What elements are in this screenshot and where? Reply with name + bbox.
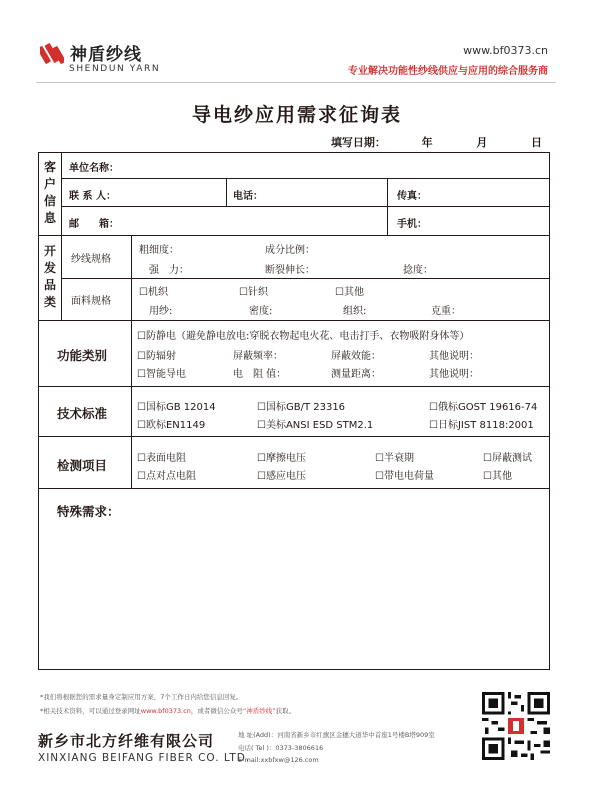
section-customer: 客户信息 bbox=[43, 160, 56, 225]
company-name-en: XINXIANG BEIFANG FIBER CO. LTD. bbox=[38, 752, 251, 764]
test-friction-voltage[interactable]: ☐摩擦电压 bbox=[257, 453, 306, 464]
unit-name-label: 单位名称： bbox=[69, 163, 119, 174]
company-name-cn: 新乡市北方纤维有限公司 bbox=[38, 732, 215, 750]
std-ansi[interactable]: ☐美标ANSI ESD STM2.1 bbox=[257, 420, 374, 431]
note2-prefix: *相关技术资料，可以通过登录网址 bbox=[40, 707, 141, 715]
std-gb12014[interactable]: ☐国标GB 12014 bbox=[137, 402, 216, 413]
date-year: 年 bbox=[421, 136, 433, 149]
special-requirements-field[interactable] bbox=[49, 523, 539, 659]
std-jis[interactable]: ☐日标JIST 8118:2001 bbox=[429, 420, 534, 431]
test-half-life[interactable]: ☐半衰期 bbox=[375, 453, 414, 464]
other-note2-label: 其他说明： bbox=[429, 369, 479, 380]
std-gbt23316[interactable]: ☐国标GB/T 23316 bbox=[257, 402, 346, 413]
inquiry-form bbox=[38, 152, 550, 670]
elongation-label: 断裂伸长： bbox=[265, 265, 315, 276]
weave-label: 组织: bbox=[343, 306, 367, 317]
option-woven[interactable]: ☐机织 bbox=[139, 287, 168, 298]
section-function: 功能类别 bbox=[57, 348, 108, 363]
header-divider bbox=[36, 82, 556, 83]
page-title: 导电纱应用需求征询表 bbox=[191, 104, 402, 126]
weight-label: 克重： bbox=[431, 306, 461, 317]
company-email: E-mail:xxbfxw@126.com bbox=[238, 756, 319, 764]
footer-note-1: *我们将根据您的需求量身定制应用方案，7个工作日内给您信息回复。 bbox=[40, 693, 243, 701]
fabric-spec-label: 面料规格 bbox=[71, 296, 111, 307]
test-shielding[interactable]: ☐屏蔽测试 bbox=[483, 453, 532, 464]
date-month: 月 bbox=[476, 136, 488, 149]
ratio-label: 成分比例： bbox=[265, 245, 315, 256]
test-p2p-resistance[interactable]: ☐点对点电阻 bbox=[137, 471, 196, 482]
distance-label: 测量距离： bbox=[331, 369, 381, 380]
brand-name-cn: 神盾纱线 bbox=[70, 45, 142, 65]
shield-eff-label: 屏蔽效能： bbox=[331, 351, 381, 362]
company-address: 地 址(Add)：河南省新乡市红旗区金穗大道华中首座1号楼B塔909室 bbox=[238, 731, 435, 739]
note2-suffix: 获取。 bbox=[275, 707, 296, 715]
fineness-label: 粗细度： bbox=[139, 245, 179, 256]
note2-wechat: “神盾纱线” bbox=[242, 707, 276, 715]
brand-name-en: SHENDUN YARN bbox=[69, 64, 161, 74]
test-other[interactable]: ☐其他 bbox=[483, 471, 512, 482]
std-gost[interactable]: ☐俄标GOST 19616-74 bbox=[429, 402, 538, 413]
density-label: 密度: bbox=[249, 306, 273, 317]
other-note-label: 其他说明： bbox=[429, 351, 479, 362]
company-tel: 电话( Tel )：0373-3806616 bbox=[238, 744, 324, 752]
option-radiation[interactable]: ☐防辐射 bbox=[137, 351, 176, 362]
date-day: 日 bbox=[531, 136, 542, 149]
option-smart[interactable]: ☐智能导电 bbox=[137, 369, 186, 380]
shield-freq-label: 屏蔽频率： bbox=[233, 351, 283, 362]
option-knit[interactable]: ☐针织 bbox=[239, 287, 268, 298]
yarn-spec-label: 纱线规格 bbox=[71, 254, 111, 265]
mobile-label: 手机： bbox=[397, 219, 427, 230]
contact-label: 联 系 人： bbox=[69, 191, 116, 202]
std-en1149[interactable]: ☐欧标EN1149 bbox=[137, 420, 206, 431]
twist-label: 捻度： bbox=[403, 265, 433, 276]
resistance-label: 电 阻 值： bbox=[233, 369, 287, 380]
note2-middle: ，或者微信公众号 bbox=[190, 707, 243, 715]
fax-label: 传真： bbox=[397, 191, 427, 202]
option-antistatic[interactable]: ☐防静电（避免静电放电:穿脱衣物起电火花、电击打手、衣物吸附身体等） bbox=[137, 331, 470, 342]
test-induced-voltage[interactable]: ☐感应电压 bbox=[257, 471, 306, 482]
footer-note-2 bbox=[40, 706, 295, 715]
qr-code-icon bbox=[482, 692, 550, 760]
fill-date bbox=[331, 134, 542, 150]
special-requirements-label: 特殊需求： bbox=[57, 504, 120, 519]
test-charge[interactable]: ☐带电电荷量 bbox=[375, 471, 434, 482]
test-surface-resistance[interactable]: ☐表面电阻 bbox=[137, 453, 186, 464]
date-label: 填写日期： bbox=[330, 136, 386, 149]
strength-label: 强 力： bbox=[149, 265, 189, 276]
section-testing: 检测项目 bbox=[57, 458, 108, 473]
section-standards: 技术标准 bbox=[57, 406, 108, 421]
note2-website-link[interactable]: www.bf0373.cn bbox=[140, 707, 191, 715]
website-link[interactable]: www.bf0373.cn bbox=[463, 44, 548, 57]
yarn-used-label: 用纱: bbox=[149, 306, 173, 317]
option-other[interactable]: ☐其他 bbox=[335, 287, 364, 298]
brand-slogan: 专业解决功能性纱线供应与应用的综合服务商 bbox=[348, 66, 548, 77]
shendun-logo-icon bbox=[40, 40, 64, 68]
section-develop: 开发品类 bbox=[43, 244, 56, 309]
phone-label: 电话： bbox=[233, 191, 263, 202]
email-label: 邮 箱： bbox=[69, 219, 119, 230]
